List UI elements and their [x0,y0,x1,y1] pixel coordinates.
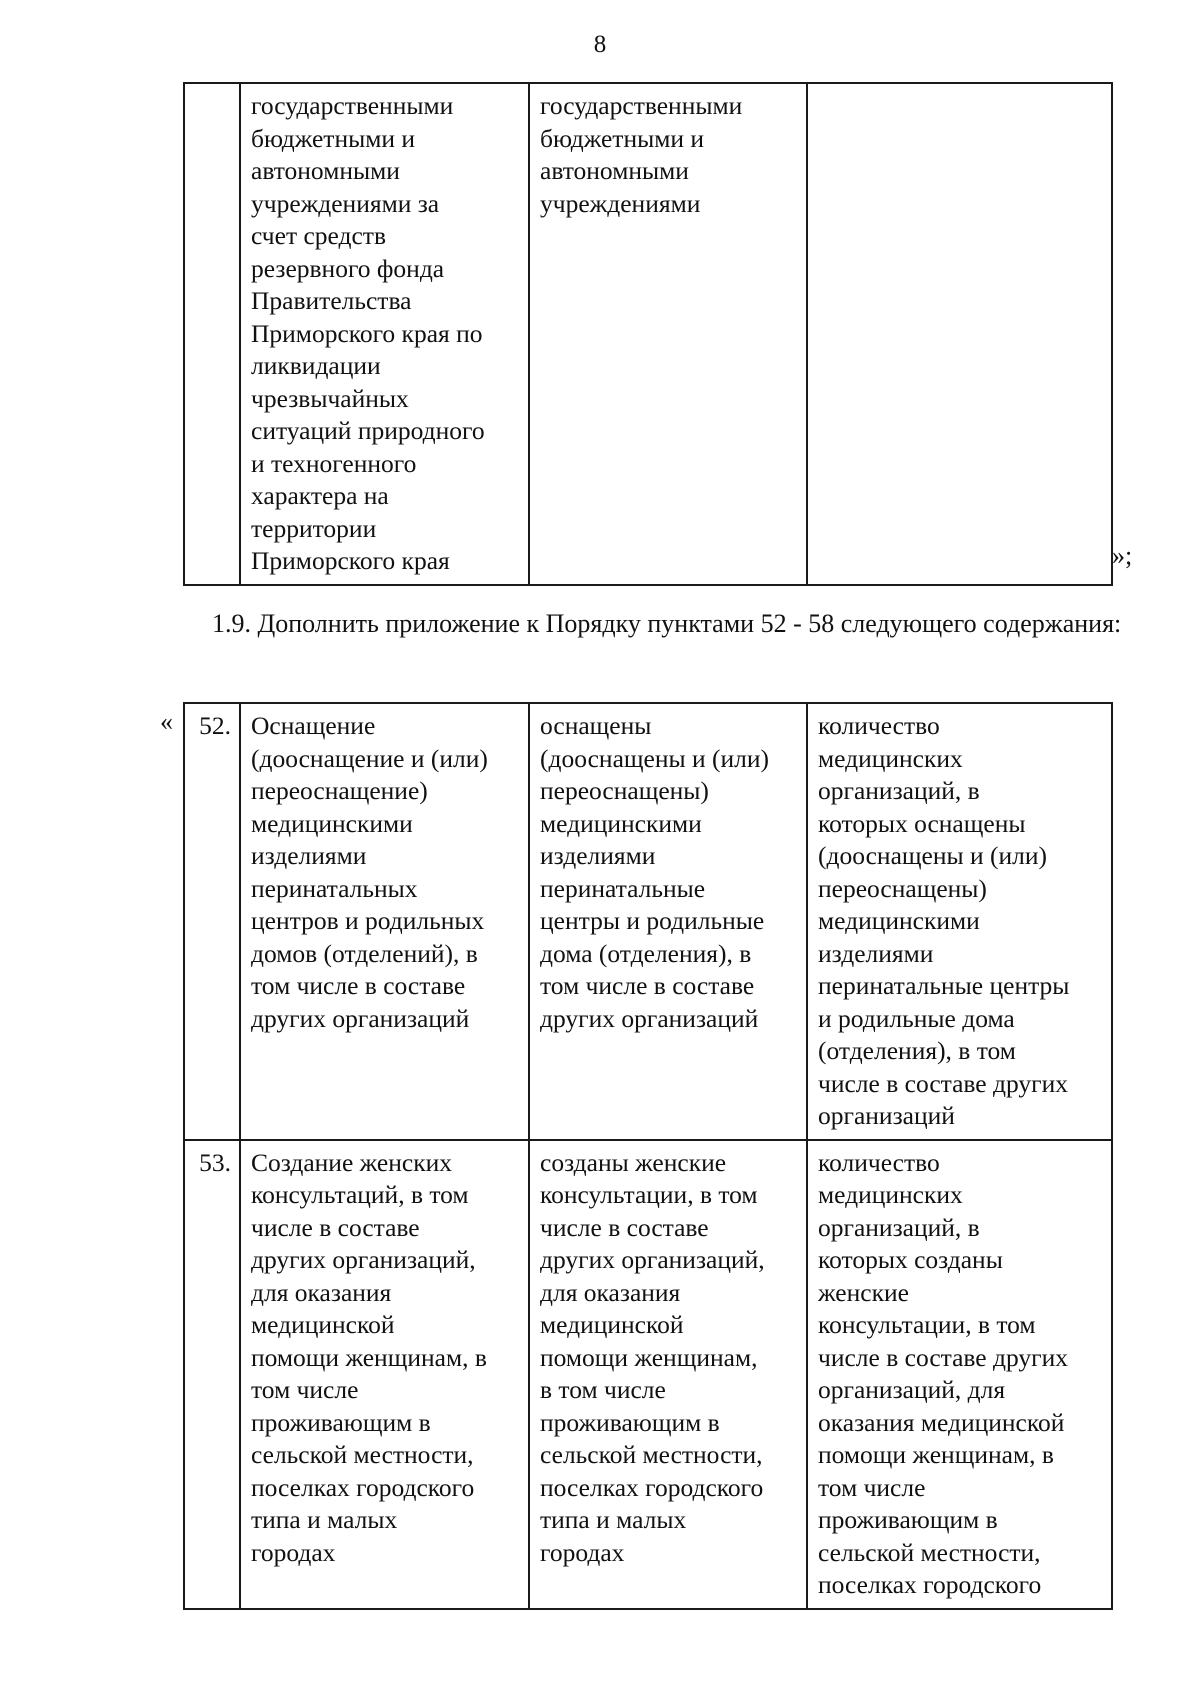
result-cell: созданы женские консультации, в том числе в составе других организаций, для оказания медицинской помощи женщинам, в том числе проживающим в сельской местности, поселках городского типа и малых городах [529,1140,807,1609]
indicator-cell [807,83,1112,585]
event-name-cell: Оснащение (дооснащение и (или) переоснащение) медицинскими изделиями перинатальных центров и родильных домов (отделений), в том числе в составе других организаций [240,703,529,1140]
opening-quote: « [160,707,173,736]
page-number: 8 [593,31,607,58]
indicator-cell: количество медицинских организаций, в которых оснащены (дооснащены и (или) переоснащены) медицинскими изделиями перинатальные центры и родильные дома (отделения), в том числе в составе других организаций [807,703,1112,1140]
table-row [184,83,1112,585]
result-cell: государственными бюджетными и автономными учреждениями [529,83,807,585]
table-continuation [183,82,1113,586]
row-number-cell: 53. [184,1140,240,1609]
row-number-cell: 52. [184,703,240,1140]
event-name-cell: Создание женских консультаций, в том числе в составе других организаций, для оказания медицинской помощи женщинам, в том числе проживающим в сельской местности, поселках городского типа и малых городах [240,1140,529,1609]
indicator-cell: количество медицинских организаций, в которых созданы женские консультации, в том числе в составе других организаций, для оказания медицинской помощи женщинам, в том числе проживающим в сельской местности, поселках городского [807,1140,1112,1609]
result-cell: оснащены (дооснащены и (или) переоснащены) медицинскими изделиями перинатальные центры и родильные дома (отделения), в том числе в составе других организаций [529,703,807,1140]
event-name-cell: государственными бюджетными и автономными учреждениями за счет средств резервного фонда Правительства Приморского края по ликвидации чрезвычайных ситуаций природного и техногенного характера на территории Приморского края [240,83,529,585]
table-row [184,1140,1112,1609]
amendment-paragraph: 1.9. Дополнить приложение к Порядку пунктами 52 - 58 следующего содержания: [212,609,1122,638]
table-new-items [183,702,1113,1610]
row-number-cell [184,83,240,585]
closing-quote: »; [1112,541,1133,570]
table-row [184,703,1112,1140]
